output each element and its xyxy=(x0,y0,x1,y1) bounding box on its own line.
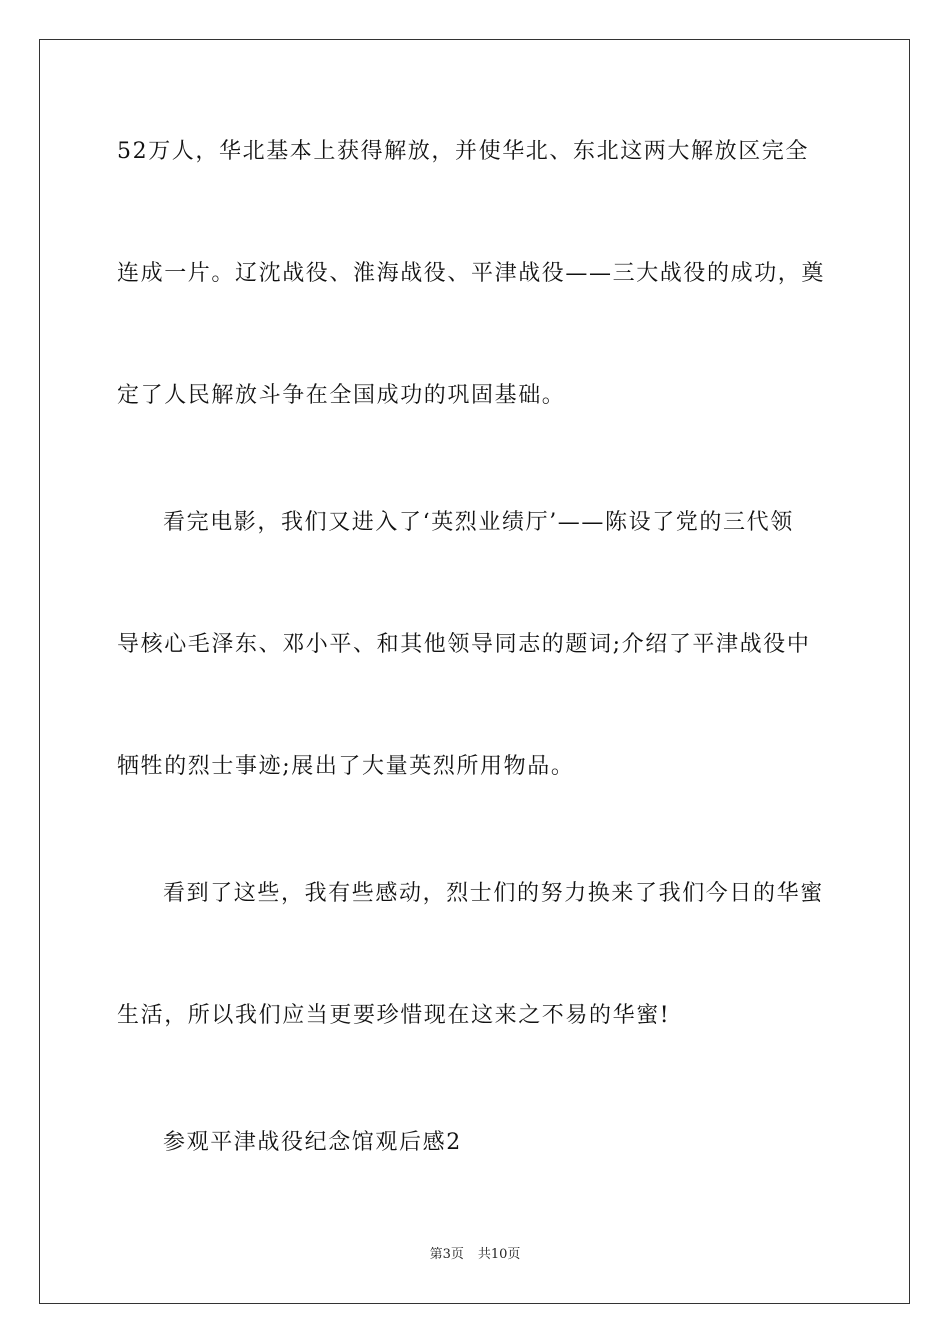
text-line: 看到了这些，我有些感动，烈士们的努力换来了我们今日的华蜜 xyxy=(163,881,824,906)
text-line: 52万人，华北基本上获得解放，并使华北、东北这两大解放区完全 xyxy=(117,139,809,164)
page-number: 第3页 xyxy=(429,1247,464,1262)
text-line: 定了人民解放斗争在全国成功的巩固基础。 xyxy=(117,383,566,408)
text-line: 看完电影，我们又进入了‘英烈业绩厅’——陈设了党的三代领 xyxy=(163,510,794,535)
section-heading: 参观平津战役纪念馆观后感2 xyxy=(163,1130,462,1155)
text-line: 导核心毛泽东、邓小平、和其他领导同志的题词;介绍了平津战役中 xyxy=(117,632,811,657)
text-line: 牺牲的烈士事迹;展出了大量英烈所用物品。 xyxy=(117,754,575,779)
text-line: 连成一片。辽沈战役、淮海战役、平津战役——三大战役的成功，奠 xyxy=(117,261,826,286)
page-total: 共10页 xyxy=(477,1247,521,1262)
page-border xyxy=(39,39,910,1304)
page-footer xyxy=(0,1246,950,1264)
text-line: 生活，所以我们应当更要珍惜现在这来之不易的华蜜! xyxy=(117,1003,671,1028)
